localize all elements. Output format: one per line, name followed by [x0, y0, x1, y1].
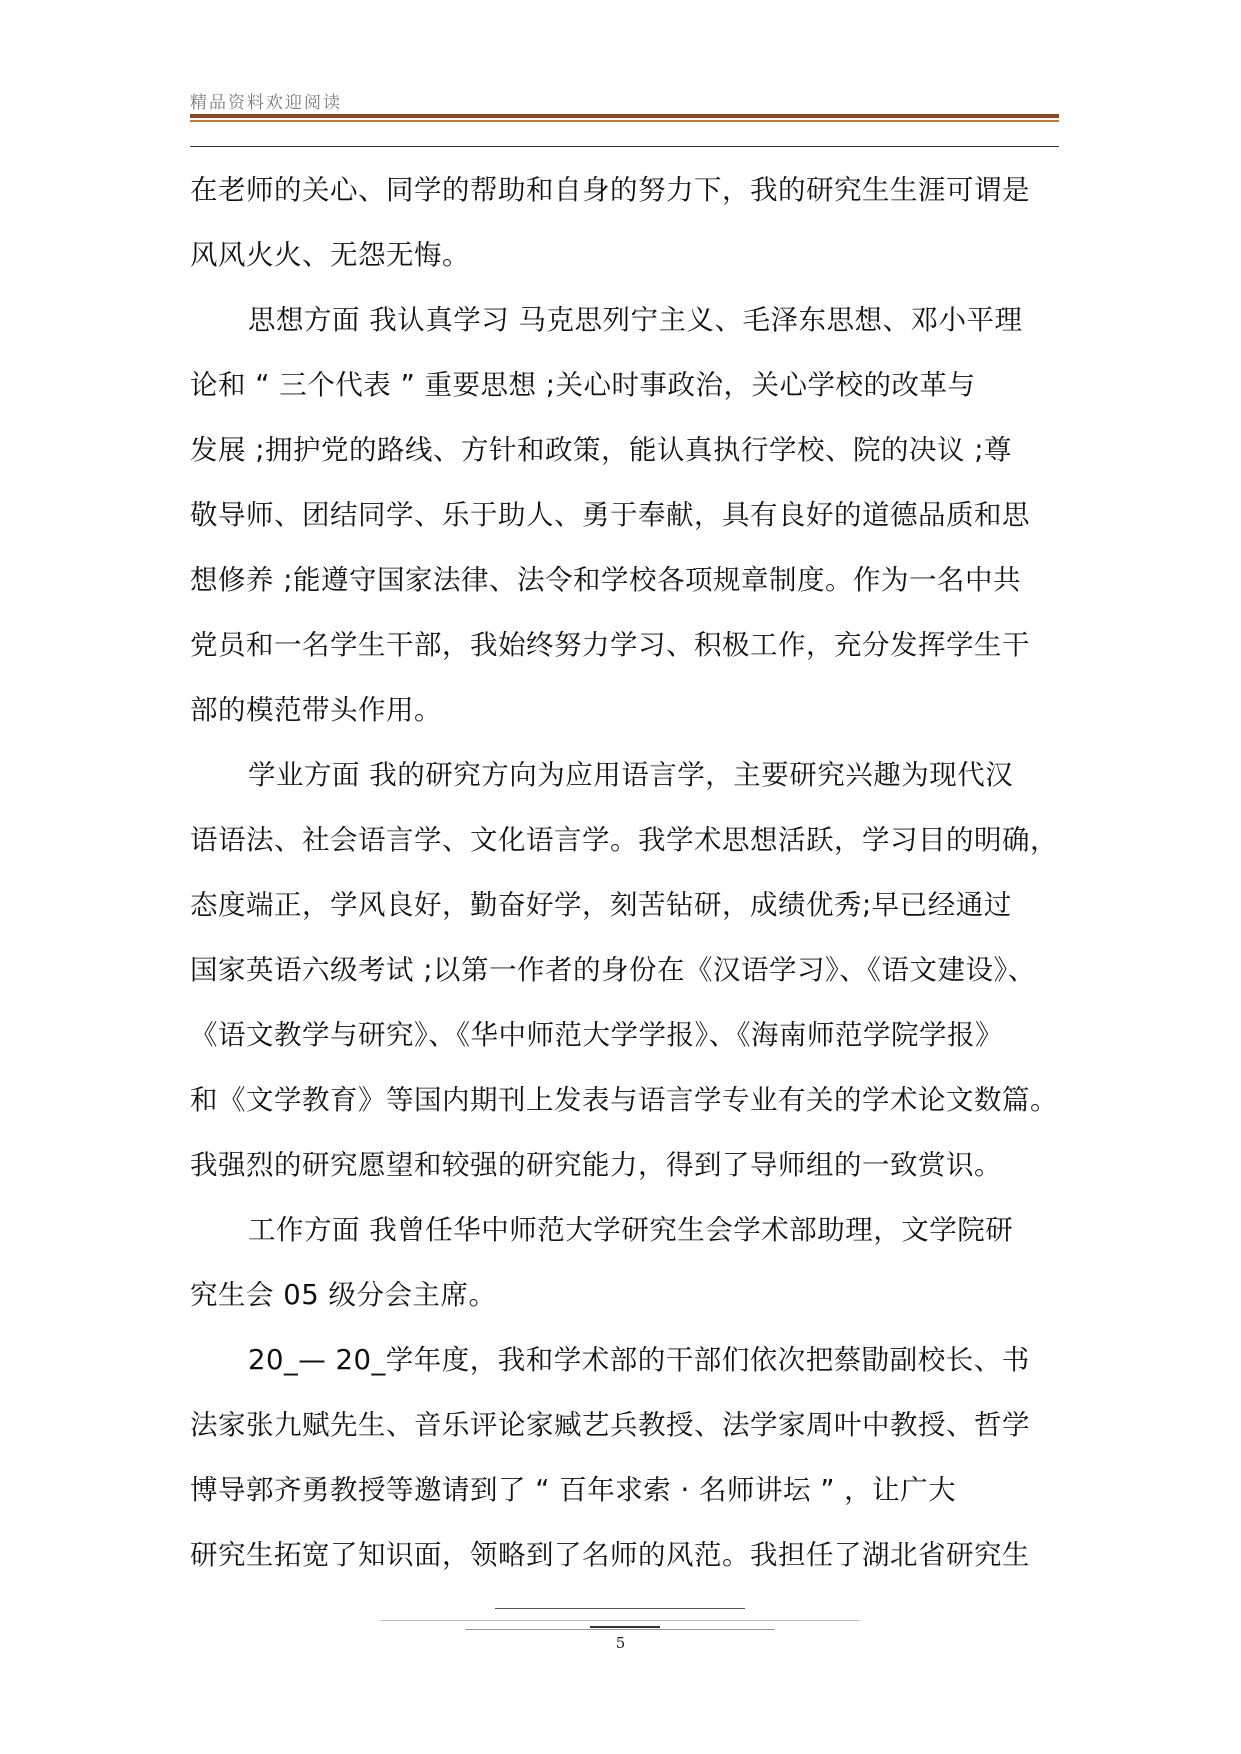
footer-rule — [465, 1629, 775, 1630]
text-line: 态度端正，学风良好，勤奋好学，刻苦钻研，成绩优秀;早已经通过 — [190, 889, 1012, 921]
paragraph-ideology — [190, 288, 1060, 743]
text-line: 在老师的关心、同学的帮助和自身的努力下，我的研究生生涯可谓是 — [190, 174, 1030, 206]
text-line: 敬导师、团结同学、乐于助人、勇于奉献，具有良好的道德品质和思 — [190, 499, 1030, 531]
text-line: 我强烈的研究愿望和较强的研究能力，得到了导师组的一致赏识。 — [190, 1149, 1002, 1181]
paragraph-activities — [190, 1328, 1060, 1588]
footer-rule — [495, 1608, 745, 1609]
text-line: 《语文教学与研究》、《华中师范大学学报》、《海南师范学院学报》 — [190, 1019, 1003, 1051]
header-rule-thick — [190, 114, 1059, 118]
paragraph-academics — [190, 743, 1060, 1198]
text-line: 学业方面 我的研究方向为应用语言学，主要研究兴趣为现代汉 — [248, 759, 1014, 791]
document-body — [190, 158, 1060, 1588]
text-line: 想修养 ;能遵守国家法律、法令和学校各项规章制度。作为一名中共 — [190, 564, 1022, 596]
text-line: 部的模范带头作用。 — [190, 694, 442, 726]
footer-rule — [380, 1620, 860, 1621]
page-header-title: 精品资料欢迎阅读 — [190, 93, 342, 113]
text-line: 法家张九赋先生、音乐评论家臧艺兵教授、法学家周叶中教授、哲学 — [190, 1409, 1030, 1441]
page-number: 5 — [615, 1634, 626, 1652]
text-line: 20_— 20_学年度，我和学术部的干部们依次把蔡勖副校长、书 — [248, 1344, 1030, 1376]
text-line: 和《文学教育》等国内期刊上发表与语言学专业有关的学术论文数篇。 — [190, 1084, 1058, 1116]
text-line: 国家英语六级考试 ;以第一作者的身份在《汉语学习》、《语文建设》、 — [190, 954, 1036, 986]
text-line: 语语法、社会语言学、文化语言学。我学术思想活跃，学习目的明确， — [190, 824, 1058, 856]
header-rule-accent — [190, 120, 1059, 122]
text-line: 思想方面 我认真学习 马克思列宁主义、毛泽东思想、邓小平理 — [248, 304, 1023, 336]
text-line: 党员和一名学生干部，我始终努力学习、积极工作，充分发挥学生干 — [190, 629, 1030, 661]
text-line: 研究生拓宽了知识面，领略到了名师的风范。我担任了湖北省研究生 — [190, 1539, 1030, 1571]
paragraph-work — [190, 1198, 1060, 1328]
header-rule-thin — [190, 146, 1059, 147]
text-line: 发展 ;拥护党的路线、方针和政策，能认真执行学校、院的决议 ;尊 — [190, 434, 1013, 466]
text-line: 论和 “ 三个代表 ” 重要思想 ;关心时事政治，关心学校的改革与 — [190, 369, 976, 401]
paragraph-intro — [190, 158, 1060, 288]
text-line: 究生会 05 级分会主席。 — [190, 1279, 497, 1311]
text-line: 博导郭齐勇教授等邀请到了 “ 百年求索 · 名师讲坛 ” ，让广大 — [190, 1474, 957, 1506]
text-line: 工作方面 我曾任华中师范大学研究生会学术部助理，文学院研 — [248, 1214, 1014, 1246]
footer-rule — [590, 1626, 660, 1628]
text-line: 风风火火、无怨无悔。 — [190, 239, 470, 271]
